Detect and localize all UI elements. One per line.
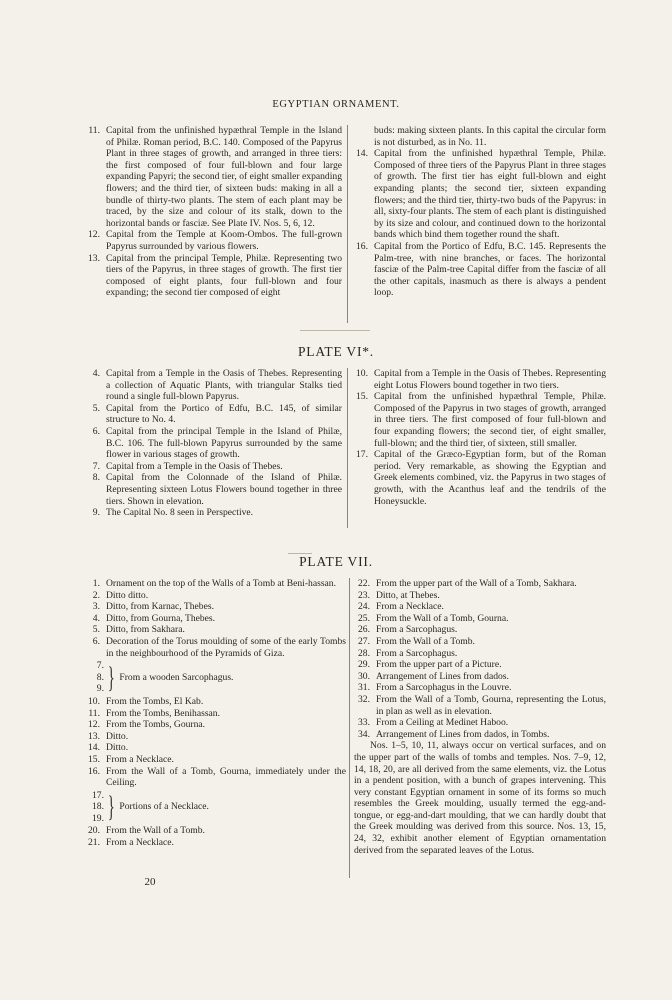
item-number: 4. [92, 612, 100, 624]
item-number: 11. [88, 125, 100, 136]
item-text: Ornament on the top of the Walls of a Tomb at Beni-hassan. [106, 578, 337, 589]
item-text: Ditto, from Gourna, Thebes. [106, 612, 216, 624]
list-item [84, 229, 342, 252]
list-item [84, 578, 346, 590]
item-number: 31. [358, 682, 370, 694]
item-number: 10. [88, 695, 100, 707]
item-text: Arrangement of Lines from dados, in Tombs. [376, 728, 550, 740]
list-item [84, 837, 346, 849]
item-number: 16. [88, 765, 100, 777]
list-item [354, 613, 606, 625]
item-number: 26. [358, 624, 370, 636]
list-item [354, 671, 606, 683]
list-item [84, 125, 342, 229]
item-number: 33. [358, 717, 370, 729]
item-text: From the Tombs, El Kab. [106, 695, 204, 707]
list-item [84, 696, 346, 708]
item-text: Capital from a Temple in the Oasis of Thebes. [106, 460, 283, 472]
continued-text: buds: making sixteen plants. In this capital the circular form is not disturbed, as in No. 11. [374, 125, 606, 148]
item-text: From the Wall of a Tomb. [376, 635, 475, 647]
plate-vii-title: PLATE VII. [299, 554, 373, 569]
item-text: The Capital No. 8 seen in Perspective. [106, 507, 254, 519]
item-number: 23. [358, 589, 370, 601]
list-item [84, 754, 346, 766]
item-text: Ditto, at Thebes. [376, 589, 440, 601]
brace-number: 9. [96, 683, 104, 695]
item-number: 30. [358, 670, 370, 682]
list-item [354, 578, 606, 590]
plate-vii-note: Nos. 1–5, 10, 11, always occur on vertical surfaces, and on the upper part of the walls of tombs and temples. Nos. 7–9, 12, 14, 18, 20, are all derived from the same elements, viz. the Lotus in a pendent position, with a bunch of grapes intervening. This very constant Egyptian ornament in some of its forms so much resembles the Greek moulding, usually termed the egg-and-tongue, or egg-and-dart moulding, that we can hardly doubt that the Greek moulding was derived from this source. Nos. 13, 15, 24, 32, exhibit another element of Egyptian ornamentation derived from the separated leaves of the Lotus. [354, 740, 606, 856]
item-number: 16. [356, 240, 368, 252]
item-text: Ditto. [106, 742, 129, 754]
list-item [352, 391, 606, 449]
page-number: 20 [144, 876, 156, 888]
item-text: From a Necklace. [376, 601, 444, 613]
plate-vi-title: PLATE VI*. [297, 344, 374, 359]
list-item [354, 682, 606, 694]
list-item [352, 449, 606, 507]
list-item [354, 729, 606, 741]
plate-vi-left-column [84, 368, 342, 519]
item-number: 14. [356, 148, 368, 160]
brace-number: 18. [92, 801, 104, 813]
item-number: 2. [92, 589, 100, 601]
plate-vi-right-column [352, 368, 606, 507]
list-item [84, 507, 342, 519]
list-item [84, 708, 346, 720]
list-item [84, 601, 346, 613]
item-text: Ditto. [106, 730, 129, 742]
list-item [84, 590, 346, 602]
item-text: From the Tombs, Gourna. [106, 719, 206, 731]
brace-number: 17. [92, 789, 104, 801]
item-text: From a Sarcophagus. [376, 624, 458, 636]
item-text: From a Sarcophagus. [376, 647, 458, 659]
list-item [352, 368, 606, 391]
item-text: From a Ceiling at Medinet Haboo. [376, 717, 509, 729]
item-text: From the Wall of a Tomb, Gourna, representing the Lotus, in plan as well as in elevation. [376, 693, 606, 717]
brace-group-7-9 [84, 660, 346, 695]
item-number: 15. [88, 753, 100, 765]
item-text: Capital from a Temple in the Oasis of Thebes. Representing eight Lotus Flowers bound together in two tiers. [374, 368, 606, 391]
item-text: Capital from the Temple at Koom-Ombos. The full-grown Papyrus surrounded by various flowers. [106, 229, 342, 252]
list-item [354, 624, 606, 636]
list-item [84, 253, 342, 299]
item-number: 3. [92, 601, 100, 613]
list-item [352, 241, 606, 299]
item-number: 8. [92, 472, 100, 484]
item-number: 5. [92, 624, 100, 636]
item-text: Capital from the unfinished hypæthral Temple, Philæ. Composed of three tiers of the Papyrus Plant in three stages of growth. The first tier has eight full-blown and eight expanding plants; the second tier, sixteen expanding flowers; and the third tier, thirty-two buds of the Papyrus: in all, sixty-four plants. The stem of each plant is distinguished by its size and colour, and continued down to the horizontal bands which bind them together round the shaft. [374, 148, 606, 241]
column-divider [347, 368, 348, 528]
top-left-column [84, 125, 342, 299]
item-number: 6. [92, 635, 100, 647]
plate-vii-left-column [84, 578, 346, 849]
column-divider [347, 125, 348, 323]
item-number: 1. [92, 578, 100, 589]
list-item [84, 368, 342, 403]
list-item [84, 719, 346, 731]
item-text: Capital from a Temple in the Oasis of Thebes. Representing a collection of Aquatic Plants, with triangular Stalks tied round a single full-blown Papyrus. [106, 368, 342, 403]
list-item [354, 659, 606, 671]
item-text: Ditto, from Sakhara. [106, 624, 185, 636]
list-item [84, 624, 346, 636]
column-divider [349, 578, 350, 878]
item-number: 29. [358, 659, 370, 671]
item-number: 10. [356, 368, 368, 379]
list-item [354, 694, 606, 717]
list-item [84, 426, 342, 461]
item-text: Capital from the unfinished hypæthral Temple in the Island of Philæ. Roman period, B.C. 140. Composed of the Papyrus Plant in three stages of growth, and arranged in three tiers: the first composed of four full-blown and four large expanding Papyri; the second tier, of eight smaller expanding flowers; and the third tier, of sixteen buds: making in all a bundle of thirty-two plants. The stem of each plant may be traced, by the size and colour of its stalk, down to the horizontal bands or fasciæ. See Plate IV. Nos. 5, 6, 12. [106, 125, 342, 229]
section-divider [300, 330, 370, 331]
plate-vii-right-column [354, 578, 606, 856]
list-item [354, 717, 606, 729]
brace-text: From a wooden Sarcophagus. [119, 671, 234, 683]
item-number: 27. [358, 635, 370, 647]
brace: } [107, 660, 115, 694]
item-number: 5. [92, 402, 100, 414]
item-number: 32. [358, 693, 370, 705]
top-right-column [352, 125, 606, 299]
brace-number: 7. [96, 660, 104, 672]
item-number: 28. [358, 647, 370, 659]
item-text: From the upper part of a Picture. [376, 659, 502, 671]
brace-number: 8. [96, 671, 104, 683]
brace-group-17-19 [84, 790, 346, 825]
item-text: Capital of the Græco-Egyptian form, but of the Roman period. Very remarkable, as showing the Egyptian and Greek elements combined, viz. the Papyrus in two stages of growth, with the Acanthus leaf and the tendrils of the Honeysuckle. [374, 449, 606, 507]
item-text: From the Wall of a Tomb. [106, 825, 205, 837]
list-item [84, 636, 346, 659]
item-number: 6. [92, 425, 100, 437]
list-item [84, 766, 346, 789]
item-number: 22. [358, 578, 370, 589]
item-text: Arrangement of Lines from dados. [376, 670, 509, 682]
list-item [84, 613, 346, 625]
list-item [352, 148, 606, 241]
item-text: From the Wall of a Tomb, Gourna. [376, 612, 509, 624]
brace: } [107, 790, 115, 824]
list-item [84, 472, 342, 507]
item-text: Ditto ditto. [106, 589, 149, 601]
item-text: Capital from the principal Temple, Philæ. Representing two tiers of the Papyrus, in three stages of growth. The first tier composed of eight plants, four full-blown and four expanding; the second tier composed of eight [106, 252, 342, 299]
list-item [84, 825, 346, 837]
list-item [354, 601, 606, 613]
brace-number: 19. [92, 812, 104, 824]
list-item [354, 648, 606, 660]
item-text: Ditto, from Karnac, Thebes. [106, 601, 214, 613]
item-text: From the upper part of the Wall of a Tomb, Sakhara. [376, 578, 577, 589]
item-number: 15. [356, 391, 368, 403]
item-text: From a Necklace. [106, 753, 174, 765]
list-item [84, 403, 342, 426]
list-item [84, 461, 342, 473]
item-number: 24. [358, 601, 370, 613]
item-number: 7. [92, 460, 100, 472]
item-number: 21. [88, 837, 100, 849]
item-number: 9. [92, 507, 100, 519]
item-text: From a Necklace. [106, 837, 174, 849]
item-number: 13. [88, 730, 100, 742]
item-text: From the Wall of a Tomb, Gourna, immediately under the Ceiling. [106, 765, 346, 789]
item-text: Capital from the Portico of Edfu, B.C. 145, of similar structure to No. 4. [106, 402, 342, 426]
running-head: EGYPTIAN ORNAMENT. [272, 99, 400, 110]
list-item [84, 731, 346, 743]
item-number: 12. [88, 229, 100, 241]
item-text: Capital from the principal Temple in the Island of Philæ, B.C. 106. The full-blown Papyrus surrounded by the same flower in various stages of growth. [106, 425, 342, 461]
item-number: 17. [356, 449, 368, 461]
item-text: Capital from the Colonnade of the Island of Philæ. Representing sixteen Lotus Flowers bound together in three tiers. Shown in elevation. [106, 472, 342, 507]
list-item [354, 590, 606, 602]
item-number: 34. [358, 728, 370, 740]
item-number: 12. [88, 719, 100, 731]
item-text: Capital from the Portico of Edfu, B.C. 145. Represents the Palm-tree, with nine branches, or faces. The horizontal fasciæ of the Palm-tree Capital differ from the fasciæ of all the other capitals, inasmuch as there is always a pendent loop. [374, 240, 606, 299]
item-number: 4. [92, 368, 100, 379]
item-text: From the Tombs, Benihassan. [106, 707, 221, 719]
item-number: 25. [358, 612, 370, 624]
brace-text: Portions of a Necklace. [119, 801, 209, 813]
item-text: From a Sarcophagus in the Louvre. [376, 682, 512, 694]
item-number: 11. [88, 707, 100, 719]
item-number: 20. [88, 825, 100, 837]
item-number: 14. [88, 742, 100, 754]
item-text: Capital from the unfinished hypæthral Temple, Philæ. Composed of the Papyrus in two stages of growth, arranged in three tiers. The first composed of four full-blown and four expanding flowers; the second tier, of eight smaller, full-blown; and the third tier, of sixteen, still smaller. [374, 391, 606, 449]
item-number: 13. [88, 252, 100, 264]
list-item [354, 636, 606, 648]
list-item [84, 742, 346, 754]
item-text: Decoration of the Torus moulding of some of the early Tombs in the neighbourhood of the Pyramids of Giza. [106, 635, 346, 659]
